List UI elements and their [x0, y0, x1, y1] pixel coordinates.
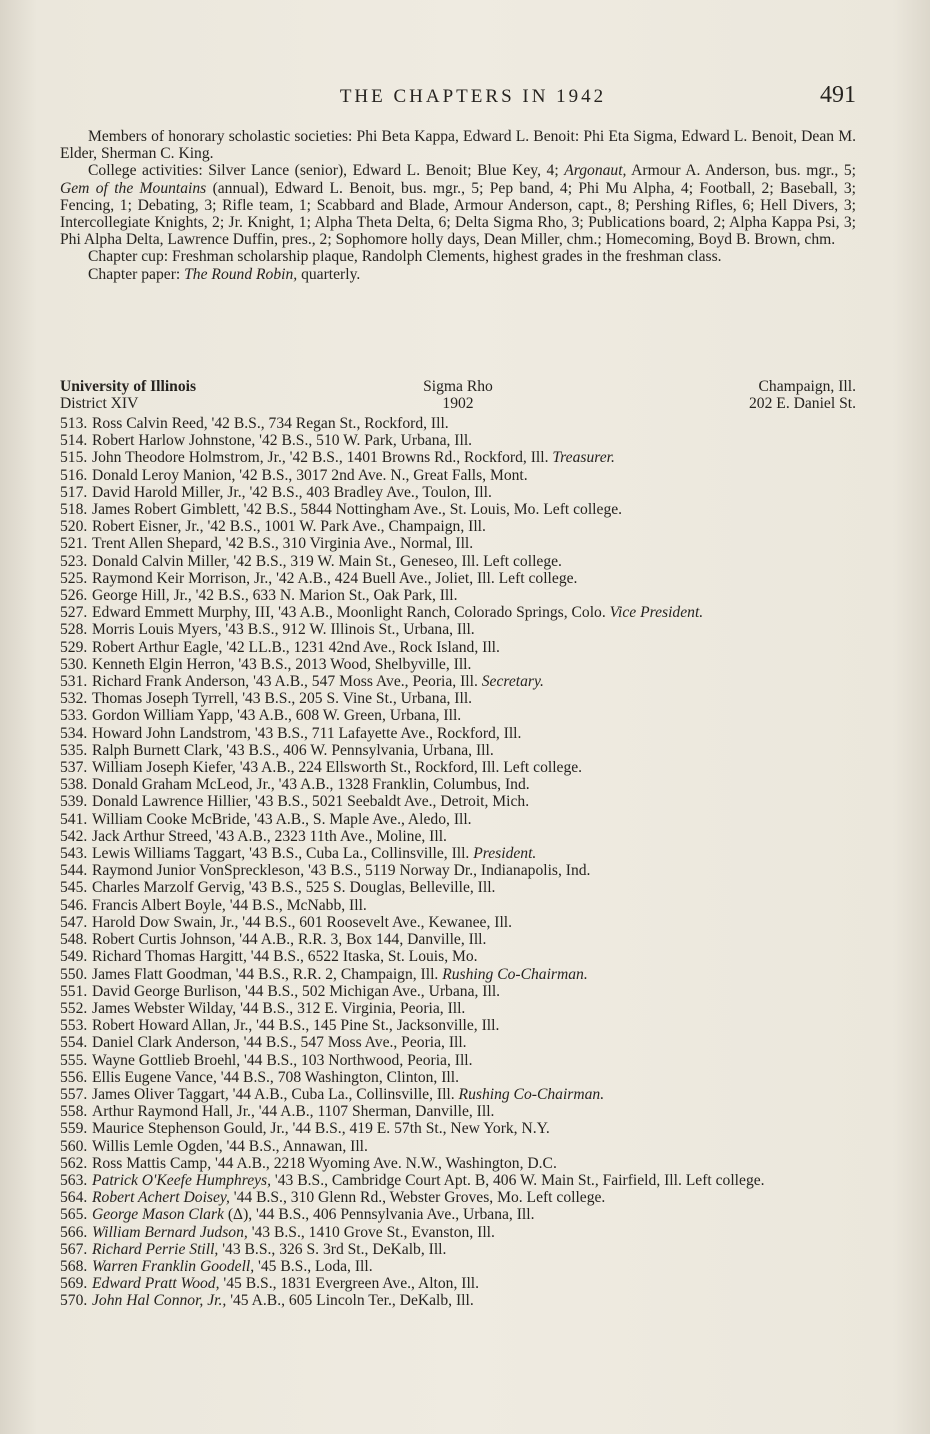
member-entry: [92, 931, 870, 948]
member-entry: [92, 673, 870, 690]
member-entry: [92, 1000, 870, 1017]
member-entry: [92, 983, 870, 1000]
member-name-italic: Warren Franklin Goodell,: [92, 1257, 255, 1275]
member-entry: [92, 484, 870, 501]
member-number: 535.: [60, 741, 88, 759]
member-entry: [92, 570, 870, 587]
member-number: 523.: [60, 552, 88, 570]
member-number: 545.: [60, 879, 88, 897]
list-item: [60, 759, 870, 776]
member-details: Ross Calvin Reed, '42 B.S., 734 Regan St., Rockford, Ill.: [92, 415, 449, 432]
chapter-heading: [60, 378, 856, 412]
list-item: [60, 1206, 870, 1223]
member-entry: [92, 793, 870, 810]
member-entry: [92, 914, 870, 931]
member-number: 542.: [60, 827, 88, 845]
member-details: Wayne Gottlieb Broehl, '44 B.S., 103 Northwood, Peoria, Ill.: [92, 1051, 473, 1069]
member-details: Ellis Eugene Vance, '44 B.S., 708 Washington, Clinton, Ill.: [92, 1068, 459, 1086]
list-item: [60, 931, 870, 948]
member-number: 516.: [60, 466, 88, 484]
member-entry: [92, 621, 870, 638]
member-details: Donald Leroy Manion, '42 B.S., 3017 2nd Ave. N., Great Falls, Mont.: [92, 466, 528, 484]
paper-prefix: Chapter paper:: [88, 265, 185, 283]
list-item: [60, 1120, 870, 1137]
member-number: 530.: [60, 655, 88, 673]
member-details: James Robert Gimblett, '42 B.S., 5844 Nottingham Ave., St. Louis, Mo. Left college.: [92, 501, 623, 519]
member-name-italic: William Bernard Judson,: [92, 1223, 248, 1241]
university-name: University of Illinois: [60, 378, 197, 395]
member-details: Robert Harlow Johnstone, '42 B.S., 510 W. Park, Urbana, Ill.: [92, 432, 473, 450]
member-entry: [92, 432, 870, 449]
list-item: [60, 1000, 870, 1017]
member-number: 563.: [60, 1171, 88, 1189]
founded-year: 1902: [442, 395, 474, 413]
member-details: Francis Albert Boyle, '44 B.S., McNabb, Ill.: [92, 896, 367, 914]
list-item: [60, 1275, 870, 1292]
member-entry: [92, 1086, 870, 1103]
member-number: 528.: [60, 621, 88, 639]
member-details: William Cooke McBride, '43 A.B., S. Maple Ave., Aledo, Ill.: [92, 810, 472, 828]
member-entry: [92, 1052, 870, 1069]
member-details: Gordon William Yapp, '43 A.B., 608 W. Green, Urbana, Ill.: [92, 707, 462, 725]
member-number: 559.: [60, 1120, 88, 1138]
member-number: 514.: [60, 432, 88, 450]
list-item: [60, 587, 870, 604]
member-entry: [92, 604, 870, 621]
member-number: 553.: [60, 1017, 88, 1035]
member-details: '45 A.B., 605 Lincoln Ter., DeKalb, Ill.: [226, 1292, 474, 1310]
member-details: Howard John Landstrom, '43 B.S., 711 Lafayette Ave., Rockford, Ill.: [92, 724, 522, 742]
member-number: 532.: [60, 690, 88, 708]
member-number: 518.: [60, 501, 88, 519]
member-number: 541.: [60, 810, 88, 828]
member-details: '45 B.S., 1831 Evergreen Ave., Alton, Ill.: [219, 1275, 480, 1293]
honorary-societies-paragraph: Members of honorary scholastic societies: Phi Beta Kappa, Edward L. Benoit: Phi Eta Sigma, Edward L. Benoit, Dean M. Elder, Sherman C. King.: [60, 128, 856, 163]
member-number: 543.: [60, 845, 88, 863]
list-item: [60, 639, 870, 656]
list-item: [60, 742, 870, 759]
member-name-italic: John Hal Connor, Jr.,: [92, 1292, 227, 1310]
member-details: Raymond Junior VonSpreckleson, '43 B.S., 5119 Norway Dr., Indianapolis, Ind.: [92, 862, 591, 880]
member-details: Lewis Williams Taggart, '43 B.S., Cuba La., Collinsville, Ill.: [92, 845, 474, 863]
member-details: Jack Arthur Streed, '43 A.B., 2323 11th Ave., Moline, Ill.: [92, 827, 447, 845]
member-name-italic: Richard Perrie Still,: [92, 1240, 219, 1258]
member-entry: [92, 1189, 870, 1206]
member-entry: [92, 535, 870, 552]
list-item: [60, 1258, 870, 1275]
chapter-notes: [60, 128, 856, 283]
member-details: '43 B.S., 1410 Grove St., Evanston, Ill.: [247, 1223, 495, 1241]
list-item: [60, 1155, 870, 1172]
member-details: John Theodore Holmstrom, Jr., '42 B.S., 1401 Browns Rd., Rockford, Ill.: [92, 449, 553, 467]
member-entry: [92, 449, 870, 466]
member-number: 568.: [60, 1257, 88, 1275]
member-number: 534.: [60, 724, 88, 742]
page-number: 491: [820, 82, 856, 108]
member-details: Daniel Clark Anderson, '44 B.S., 547 Moss Ave., Peoria, Ill.: [92, 1034, 467, 1052]
member-entry: [92, 1138, 870, 1155]
chapter-name: Sigma Rho: [423, 378, 493, 395]
member-number: 566.: [60, 1223, 88, 1241]
list-item: [60, 1138, 870, 1155]
list-item: [60, 553, 870, 570]
member-details: Donald Graham McLeod, Jr., '43 A.B., 1328 Franklin, Columbus, Ind.: [92, 776, 530, 794]
member-entry: [92, 1241, 870, 1258]
member-office: Rushing Co-Chairman.: [442, 965, 588, 983]
member-details: George Hill, Jr., '42 B.S., 633 N. Marion St., Oak Park, Ill.: [92, 587, 458, 605]
member-name-italic: Patrick O'Keefe Humphreys,: [92, 1171, 272, 1189]
member-details: Ross Mattis Camp, '44 A.B., 2218 Wyoming Ave. N.W., Washington, D.C.: [92, 1154, 557, 1172]
member-entry: [92, 1120, 870, 1137]
member-entry: [92, 862, 870, 879]
member-number: 520.: [60, 518, 88, 536]
list-item: [60, 879, 870, 896]
member-number: 521.: [60, 535, 88, 553]
list-item: [60, 432, 870, 449]
member-office: Rushing Co-Chairman.: [458, 1085, 605, 1103]
member-details: Morris Louis Myers, '43 B.S., 912 W. Illinois St., Urbana, Ill.: [92, 621, 475, 639]
list-item: [60, 828, 870, 845]
member-entry: [92, 845, 870, 862]
member-number: 539.: [60, 793, 88, 811]
member-details: Raymond Keir Morrison, Jr., '42 A.B., 424 Buell Ave., Joliet, Ill. Left college.: [92, 569, 578, 587]
list-item: [60, 725, 870, 742]
activities-text-3: (annual), Edward L. Benoit, bus. mgr., 5; Pep band, 4; Phi Mu Alpha, 4; Football, 2; Baseball, 3; Fencing, 1; Debating, 3; Rifle team, 1; Scabbard and Blade, Armour Anderson, capt., 8; Pershing Rifles, 6; Hell Divers, 3; Intercollegiate Knights, 2; Jr. Knight, 1; Alpha Theta Delta, 6; Delta Sigma Rho, 3; Publications board, 2; Alpha Kappa Psi, 3; Phi Alpha Delta, Lawrence Duffin, pres., 2; Sophomore holly days, Dean Miller, chm.; Homecoming, Boyd B. Brown, chm.: [60, 179, 856, 249]
member-number: 556.: [60, 1068, 88, 1086]
member-entry: [92, 656, 870, 673]
member-details: Trent Allen Shepard, '42 B.S., 310 Virginia Ave., Normal, Ill.: [92, 535, 474, 553]
member-details: Maurice Stephenson Gould, Jr., '44 B.S., 419 E. 57th St., New York, N.Y.: [92, 1120, 550, 1138]
member-name-italic: George Mason Clark: [92, 1206, 224, 1224]
college-activities-paragraph: [60, 162, 856, 248]
member-details: Robert Eisner, Jr., '42 B.S., 1001 W. Park Ave., Champaign, Ill.: [92, 518, 486, 536]
page-header: [90, 82, 856, 112]
list-item: [60, 415, 870, 432]
member-number: 554.: [60, 1034, 88, 1052]
list-item: [60, 656, 870, 673]
chapter-heading-row-2: [60, 395, 856, 412]
list-item: [60, 948, 870, 965]
list-item: [60, 621, 870, 638]
member-number: 529.: [60, 638, 88, 656]
member-office: Treasurer.: [552, 449, 615, 467]
list-item: [60, 776, 870, 793]
member-number: 560.: [60, 1137, 88, 1155]
member-entry: [92, 1069, 870, 1086]
chapter-city: Champaign, Ill.: [758, 378, 856, 395]
member-details: Kenneth Elgin Herron, '43 B.S., 2013 Wood, Shelbyville, Ill.: [92, 655, 472, 673]
list-item: [60, 484, 870, 501]
list-item: [60, 793, 870, 810]
member-details: Richard Thomas Hargitt, '44 B.S., 6522 Itaska, St. Louis, Mo.: [92, 948, 478, 966]
activities-text-1: College activities: Silver Lance (senior), Edward L. Benoit; Blue Key, 4;: [88, 162, 565, 180]
member-name-italic: Robert Achert Doisey,: [92, 1189, 230, 1207]
member-details: '43 B.S., 326 S. 3rd St., DeKalb, Ill.: [218, 1240, 447, 1258]
member-number: 546.: [60, 896, 88, 914]
list-item: [60, 1292, 870, 1309]
member-entry: [92, 1034, 870, 1051]
member-entry: [92, 759, 870, 776]
list-item: [60, 604, 870, 621]
member-entry: [92, 879, 870, 896]
list-item: [60, 966, 870, 983]
member-details: Edward Emmett Murphy, III, '43 A.B., Moonlight Ranch, Colorado Springs, Colo.: [92, 604, 610, 622]
member-number: 557.: [60, 1085, 88, 1103]
member-number: 533.: [60, 707, 88, 725]
list-item: [60, 467, 870, 484]
member-details: '45 B.S., Loda, Ill.: [254, 1257, 373, 1275]
list-item: [60, 1172, 870, 1189]
member-number: 515.: [60, 449, 88, 467]
chapter-paper-paragraph: [60, 266, 856, 283]
member-entry: [92, 1292, 870, 1309]
member-entry: [92, 639, 870, 656]
member-entry: [92, 690, 870, 707]
member-entry: [92, 966, 870, 983]
member-entry: [92, 742, 870, 759]
member-entry: [92, 828, 870, 845]
list-item: [60, 518, 870, 535]
member-number: 544.: [60, 862, 88, 880]
member-entry: [92, 1155, 870, 1172]
member-number: 527.: [60, 604, 88, 622]
member-number: 555.: [60, 1051, 88, 1069]
member-entry: [92, 948, 870, 965]
list-item: [60, 1241, 870, 1258]
member-details: Willis Lemle Ogden, '44 B.S., Annawan, Ill.: [92, 1137, 368, 1155]
member-entry: [92, 1258, 870, 1275]
member-details: Donald Lawrence Hillier, '43 B.S., 5021 Seebaldt Ave., Detroit, Mich.: [92, 793, 530, 811]
member-entry: [92, 725, 870, 742]
member-details: James Oliver Taggart, '44 A.B., Cuba La., Collinsville, Ill.: [92, 1085, 459, 1103]
list-item: [60, 501, 870, 518]
member-name-italic: Edward Pratt Wood,: [92, 1275, 220, 1293]
member-entry: [92, 1224, 870, 1241]
list-item: [60, 862, 870, 879]
list-item: [60, 535, 870, 552]
member-details: Arthur Raymond Hall, Jr., '44 A.B., 1107 Sherman, Danville, Ill.: [92, 1103, 495, 1121]
member-office: Vice President.: [609, 604, 704, 622]
member-entry: [92, 897, 870, 914]
member-entry: [92, 587, 870, 604]
member-details: '43 B.S., Cambridge Court Apt. B, 406 W. Main St., Fairfield, Ill. Left college.: [271, 1171, 765, 1189]
member-entry: [92, 1172, 870, 1189]
member-number: 531.: [60, 673, 88, 691]
member-number: 525.: [60, 569, 88, 587]
list-item: [60, 1189, 870, 1206]
list-item: [60, 1103, 870, 1120]
list-item: [60, 707, 870, 724]
member-number: 567.: [60, 1240, 88, 1258]
member-details: William Joseph Kiefer, '43 A.B., 224 Ellsworth St., Rockford, Ill. Left college.: [92, 759, 583, 777]
member-office: Secretary.: [481, 673, 544, 691]
activities-text-2: Armour A. Anderson, bus. mgr., 5;: [626, 162, 856, 180]
member-number: 526.: [60, 587, 88, 605]
member-number: 548.: [60, 931, 88, 949]
list-item: [60, 673, 870, 690]
activities-publication-2: Gem of the Mountains: [60, 179, 207, 197]
member-details: Harold Dow Swain, Jr., '44 B.S., 601 Roosevelt Ave., Kewanee, Ill.: [92, 913, 513, 931]
member-number: 549.: [60, 948, 88, 966]
member-details: David Harold Miller, Jr., '42 B.S., 403 Bradley Ave., Toulon, Ill.: [92, 483, 492, 501]
member-details: '44 B.S., 310 Glenn Rd., Webster Groves, Mo. Left college.: [229, 1189, 606, 1207]
member-entry: [92, 1103, 870, 1120]
list-item: [60, 1069, 870, 1086]
list-item: [60, 1224, 870, 1241]
list-item: [60, 1017, 870, 1034]
member-number: 552.: [60, 999, 88, 1017]
chapter-address: 202 E. Daniel St.: [749, 395, 856, 413]
list-item: [60, 811, 870, 828]
list-item: [60, 897, 870, 914]
member-number: 565.: [60, 1206, 88, 1224]
member-office: President.: [473, 845, 537, 863]
member-entry: [92, 776, 870, 793]
list-item: [60, 570, 870, 587]
member-entry: [92, 811, 870, 828]
list-item: [60, 690, 870, 707]
member-details: (Δ), '44 B.S., 406 Pennsylvania Ave., Urbana, Ill.: [223, 1206, 535, 1224]
member-details: Robert Howard Allan, Jr., '44 B.S., 145 Pine St., Jacksonville, Ill.: [92, 1017, 500, 1035]
member-entry: [92, 1017, 870, 1034]
chapter-cup-paragraph: Chapter cup: Freshman scholarship plaque, Randolph Clements, highest grades in the freshman class.: [88, 248, 722, 266]
member-details: Donald Calvin Miller, '42 B.S., 319 W. Main St., Geneseo, Ill. Left college.: [92, 552, 562, 570]
member-details: Charles Marzolf Gervig, '43 B.S., 525 S. Douglas, Belleville, Ill.: [92, 879, 496, 897]
member-details: David George Burlison, '44 B.S., 502 Michigan Ave., Urbana, Ill.: [92, 982, 501, 1000]
member-number: 564.: [60, 1189, 88, 1207]
member-number: 551.: [60, 982, 88, 1000]
member-details: Ralph Burnett Clark, '43 B.S., 406 W. Pennsylvania, Urbana, Ill.: [92, 741, 494, 759]
member-details: James Flatt Goodman, '44 B.S., R.R. 2, Champaign, Ill.: [92, 965, 443, 983]
member-number: 569.: [60, 1275, 88, 1293]
member-entry: [92, 553, 870, 570]
list-item: [60, 1086, 870, 1103]
member-number: 570.: [60, 1292, 88, 1310]
member-entry: [92, 1206, 870, 1223]
activities-publication-1: Argonaut,: [564, 162, 627, 180]
running-title: THE CHAPTERS IN 1942: [339, 86, 607, 107]
list-item: [60, 449, 870, 466]
list-item: [60, 914, 870, 931]
member-number: 538.: [60, 776, 88, 794]
member-entry: [92, 1275, 870, 1292]
member-number: 517.: [60, 483, 88, 501]
member-number: 562.: [60, 1154, 88, 1172]
member-details: James Webster Wilday, '44 B.S., 312 E. Virginia, Peoria, Ill.: [92, 999, 466, 1017]
member-number: 547.: [60, 913, 88, 931]
member-details: Richard Frank Anderson, '43 A.B., 547 Moss Ave., Peoria, Ill.: [92, 673, 482, 691]
list-item: [60, 1052, 870, 1069]
member-details: Thomas Joseph Tyrrell, '43 B.S., 205 S. Vine St., Urbana, Ill.: [92, 690, 473, 708]
paper-suffix: quarterly.: [297, 265, 361, 283]
chapter-heading-row-1: [60, 378, 856, 395]
member-entry: [92, 518, 870, 535]
list-item: [60, 1034, 870, 1051]
member-number: 513.: [60, 415, 88, 432]
paper-title: The Round Robin,: [184, 265, 298, 283]
list-item: [60, 983, 870, 1000]
list-item: [60, 845, 870, 862]
member-details: Robert Arthur Eagle, '42 LL.B., 1231 42nd Ave., Rock Island, Ill.: [92, 638, 500, 656]
member-number: 558.: [60, 1103, 88, 1121]
member-entry: [92, 467, 870, 484]
member-entry: [92, 707, 870, 724]
member-roster: [60, 415, 870, 1310]
member-number: 550.: [60, 965, 88, 983]
member-details: Robert Curtis Johnson, '44 A.B., R.R. 3, Box 144, Danville, Ill.: [92, 931, 487, 949]
member-entry: [92, 501, 870, 518]
member-number: 537.: [60, 759, 88, 777]
district-label: District XIV: [60, 395, 139, 413]
member-entry: [92, 415, 870, 432]
